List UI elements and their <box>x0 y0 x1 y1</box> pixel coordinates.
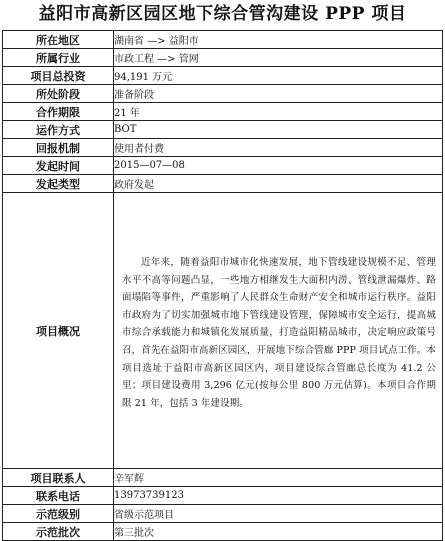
stage-value: 准备阶段 <box>114 85 443 103</box>
table-row <box>3 157 443 175</box>
table-row <box>3 103 443 121</box>
table-row <box>3 31 443 49</box>
initiation-type-label: 发起类型 <box>3 175 114 193</box>
total-investment-label: 项目总投资 <box>3 67 114 85</box>
industry-label: 所属行业 <box>3 49 114 67</box>
overview-label: 项目概况 <box>3 193 114 469</box>
table-row <box>3 121 443 139</box>
overview-text: 近年来，随着益阳市城市化快速发展，地下管线建设规模不足、管理水平不高等问题凸显，一些地方相继发生大面积内涝、管线泄漏爆炸、路面塌陷等事件，严重影响了人民群众生命财产安全和城市运行秩序。益阳市政府为了切实加强城市地下管线建设管理，保障城市安全运行，提高城市综合承载能力和城镇化发展质量，打造益阳精品城市，决定响应政策号召，首先在益阳市高新区园区，开展地下综合管廊 PPP 项目试点工作。本项目选址于益阳市高新区园区内，项目建设综合管廊总长度为 41.2 公里；项目建设费用 3,296 亿元(按每公里 800 万元估算)。本项目合作期限 21 年，包括 3 年建设期。 <box>122 257 436 409</box>
operation-mode-value: BOT <box>114 121 443 139</box>
table-row <box>3 139 443 157</box>
overview-body <box>114 193 442 412</box>
table-row <box>3 469 443 487</box>
demo-batch-label: 示范批次 <box>3 523 114 541</box>
table-row <box>3 523 443 541</box>
initiation-type-value: 政府发起 <box>114 175 443 193</box>
region-label: 所在地区 <box>3 31 114 49</box>
contact-person-label: 项目联系人 <box>3 469 114 487</box>
table-row <box>3 85 443 103</box>
contact-phone-value: 13973739123 <box>114 487 443 505</box>
initiation-date-value: 2015—07—08 <box>114 157 443 175</box>
contact-person-value: 辛军辉 <box>114 469 443 487</box>
overview-cell <box>114 193 443 469</box>
return-mechanism-value: 使用者付费 <box>114 139 443 157</box>
cooperation-period-label: 合作期限 <box>3 103 114 121</box>
table-row <box>3 67 443 85</box>
table-row <box>3 487 443 505</box>
table-row <box>3 193 443 469</box>
operation-mode-label: 运作方式 <box>3 121 114 139</box>
stage-label: 所处阶段 <box>3 85 114 103</box>
total-investment-value: 94,191 万元 <box>114 67 443 85</box>
return-mechanism-label: 回报机制 <box>3 139 114 157</box>
demo-batch-value: 第三批次 <box>114 523 443 541</box>
cooperation-period-value: 21 年 <box>114 103 443 121</box>
industry-value: 市政工程 —> 管网 <box>114 49 443 67</box>
page-title: 益阳市高新区园区地下综合管沟建设 PPP 项目 <box>38 4 407 24</box>
table-row <box>3 49 443 67</box>
initiation-date-label: 发起时间 <box>3 157 114 175</box>
table-row <box>3 505 443 523</box>
demo-level-label: 示范级别 <box>3 505 114 523</box>
region-value: 湖南省 —> 益阳市 <box>114 31 443 49</box>
project-info-table <box>2 30 443 541</box>
contact-phone-label: 联系电话 <box>3 487 114 505</box>
table-row <box>3 175 443 193</box>
demo-level-value: 省级示范项目 <box>114 505 443 523</box>
